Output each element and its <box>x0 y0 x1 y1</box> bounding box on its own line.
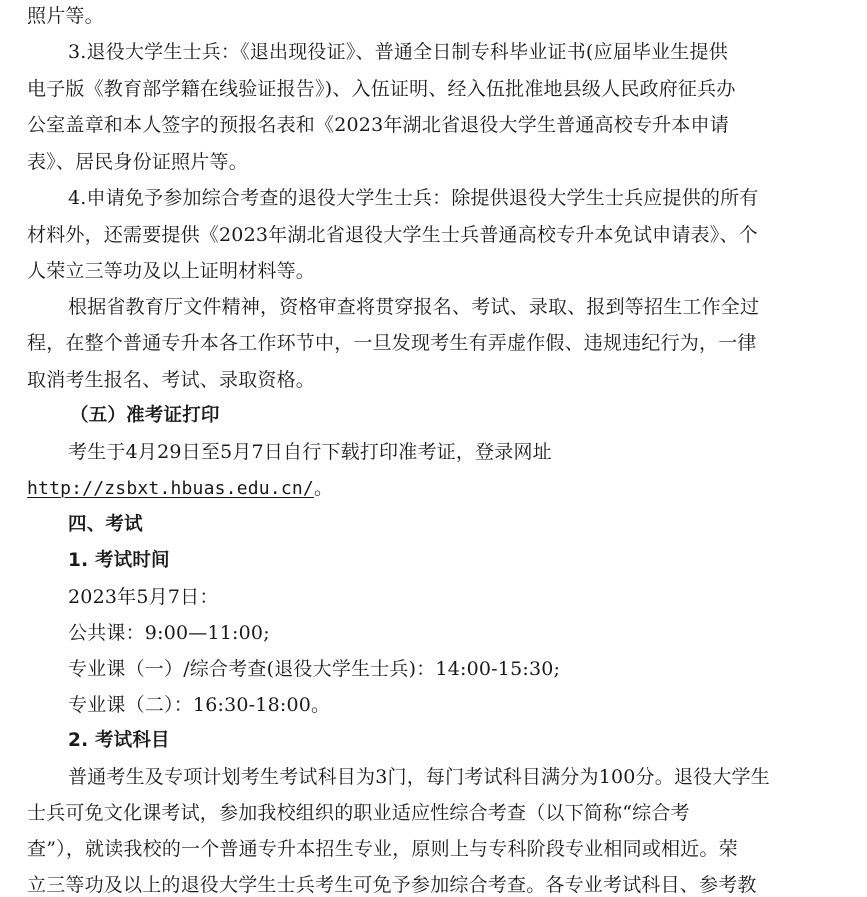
paragraph-line: 3.退役大学生士兵：《退出现役证》、普通全日制专科毕业证书(应届毕业生提供 <box>68 41 728 63</box>
paragraph-line: 程，在整个普通专升本各工作环节中，一旦发现考生有弄虚作假、违规违纪行为，一律 <box>27 332 757 354</box>
paragraph-line: 4.申请免予参加综合考查的退役大学生士兵：除提供退役大学生士兵应提供的所有 <box>68 187 759 209</box>
url-line-punctuation: 。 <box>313 477 334 499</box>
paragraph-line: 查”），就读我校的一个普通专升本招生专业，原则上与专科阶段专业相同或相近。荣 <box>27 838 738 860</box>
paragraph-line: 士兵可免文化课考试，参加我校组织的职业适应性综合考查（以下简称“综合考 <box>27 802 690 824</box>
exam-schedule-line: 公共课：9:00—11:00; <box>68 622 270 644</box>
paragraph-line: 人荣立三等功及以上证明材料等。 <box>27 260 316 282</box>
paragraph-line: 普通考生及专项计划考生考试科目为3门，每门考试科目满分为100分。退役大学生 <box>68 766 770 788</box>
paragraph-line: 公室盖章和本人签字的预报名表和《2023年湖北省退役大学生普通高校专升本申请 <box>27 114 729 136</box>
section-heading-admission-ticket: （五）准考证打印 <box>70 405 220 426</box>
paragraph-line: 立三等功及以上的退役大学生士兵考生可免予参加综合考查。各专业考试科目、参考教 <box>27 874 757 896</box>
paragraph-line: 表》、居民身份证照片等。 <box>27 151 248 173</box>
paragraph-line: 材料外，还需要提供《2023年湖北省退役大学生士兵普通高校专升本免试申请表》、个 <box>27 224 758 246</box>
paragraph-line: 考生于4月29日至5月7日自行下载打印准考证，登录网址 <box>68 441 552 463</box>
paragraph-line: 取消考生报名、考试、录取资格。 <box>27 369 316 391</box>
exam-schedule-line: 专业课（二）：16:30-18:00。 <box>68 694 331 716</box>
exam-schedule-line: 专业课（一）/综合考查(退役大学生士兵)：14:00-15:30; <box>68 658 561 680</box>
subheading-exam-time: 1. 考试时间 <box>68 550 170 571</box>
paragraph-line: 根据省教育厅文件精神，资格审查将贯穿报名、考试、录取、报到等招生工作全过 <box>68 296 760 318</box>
subheading-exam-subjects: 2. 考试科目 <box>68 730 170 751</box>
url-line <box>27 476 333 501</box>
paragraph-line: 照片等。 <box>27 5 104 27</box>
exam-date: 2023年5月7日： <box>68 586 219 608</box>
section-heading-exam: 四、考试 <box>68 514 143 535</box>
registration-url-link[interactable]: http://zsbxt.hbuas.edu.cn/ <box>27 478 314 499</box>
paragraph-line: 电子版《教育部学籍在线验证报告》)、入伍证明、经入伍批准地县级人民政府征兵办 <box>27 78 736 100</box>
